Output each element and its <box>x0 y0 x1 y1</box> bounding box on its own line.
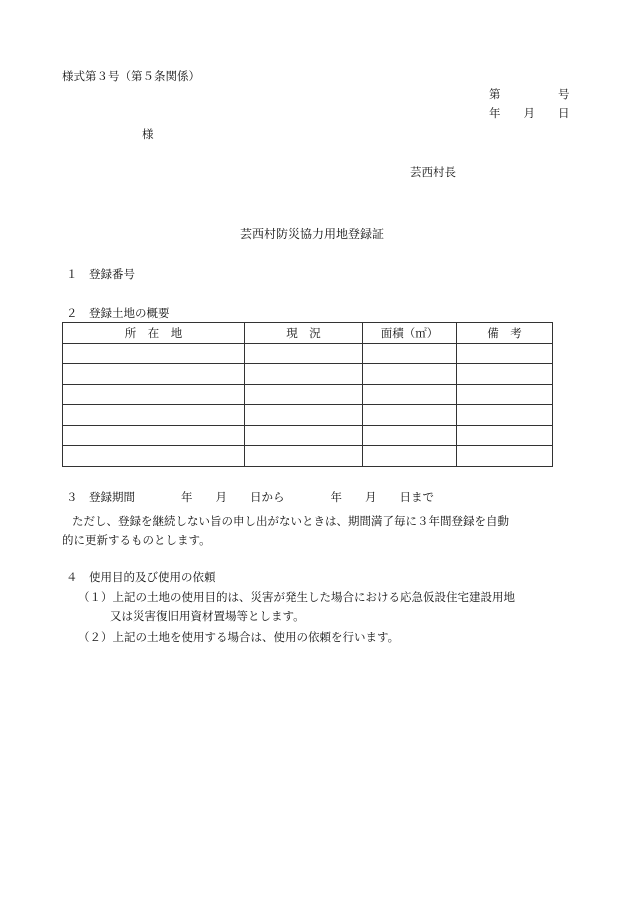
table-cell <box>363 384 457 405</box>
section-1-registration-number: １ 登録番号 <box>66 267 135 281</box>
table-cell <box>245 425 363 446</box>
form-number: 様式第３号（第５条関係） <box>62 69 200 83</box>
section-3-registration-period: ３ 登録期間 年 月 日から 年 月 日まで <box>66 490 434 504</box>
addressee-honorific: 様 <box>142 127 154 141</box>
table-cell <box>363 364 457 385</box>
header-current-status: 現 況 <box>245 323 363 344</box>
land-overview-table <box>62 322 553 467</box>
table-cell <box>63 405 245 426</box>
table-cell <box>457 446 553 467</box>
table-row <box>63 446 553 467</box>
table-cell <box>363 446 457 467</box>
table-cell <box>63 384 245 405</box>
section-4-item-2: （２）上記の土地を使用する場合は、使用の依頼を行います。 <box>78 630 400 644</box>
table-row <box>63 384 553 405</box>
table-row <box>63 364 553 385</box>
table-cell <box>245 446 363 467</box>
table-cell <box>363 343 457 364</box>
table-cell <box>63 425 245 446</box>
issue-date: 年 月 日 <box>489 106 570 120</box>
table-row <box>63 405 553 426</box>
section-3-note-line-2: 的に更新するものとします。 <box>62 533 211 547</box>
table-cell <box>457 384 553 405</box>
table-cell <box>63 343 245 364</box>
table-cell <box>245 384 363 405</box>
table-cell <box>457 343 553 364</box>
table-row <box>63 425 553 446</box>
page-title: 芸西村防災協力用地登録証 <box>240 227 385 241</box>
table-cell <box>245 405 363 426</box>
table-cell <box>457 364 553 385</box>
section-4-usage-purpose: ４ 使用目的及び使用の依頼 <box>66 570 216 584</box>
table-cell <box>457 425 553 446</box>
table-cell <box>245 343 363 364</box>
table-cell <box>363 405 457 426</box>
section-4-item-1-line-1: （１）上記の土地の使用目的は、災害が発生した場合における応急仮設住宅建設用地 <box>78 590 515 604</box>
document-number: 第 号 <box>489 87 570 101</box>
table-header-row <box>63 323 553 344</box>
section-2-land-overview: ２ 登録土地の概要 <box>66 306 170 320</box>
table-cell <box>457 405 553 426</box>
header-location: 所 在 地 <box>63 323 245 344</box>
issuer-name: 芸西村長 <box>410 165 456 179</box>
table-cell <box>63 364 245 385</box>
section-4-item-1-line-2: 又は災害復旧用資材置場等とします。 <box>110 609 305 623</box>
header-remarks: 備 考 <box>457 323 553 344</box>
table-row <box>63 343 553 364</box>
header-area: 面積（㎡） <box>363 323 457 344</box>
table-cell <box>63 446 245 467</box>
section-3-note-line-1: ただし、登録を継続しない旨の申し出がないときは、期間満了毎に３年間登録を自動 <box>72 514 509 528</box>
table-cell <box>245 364 363 385</box>
table-cell <box>363 425 457 446</box>
